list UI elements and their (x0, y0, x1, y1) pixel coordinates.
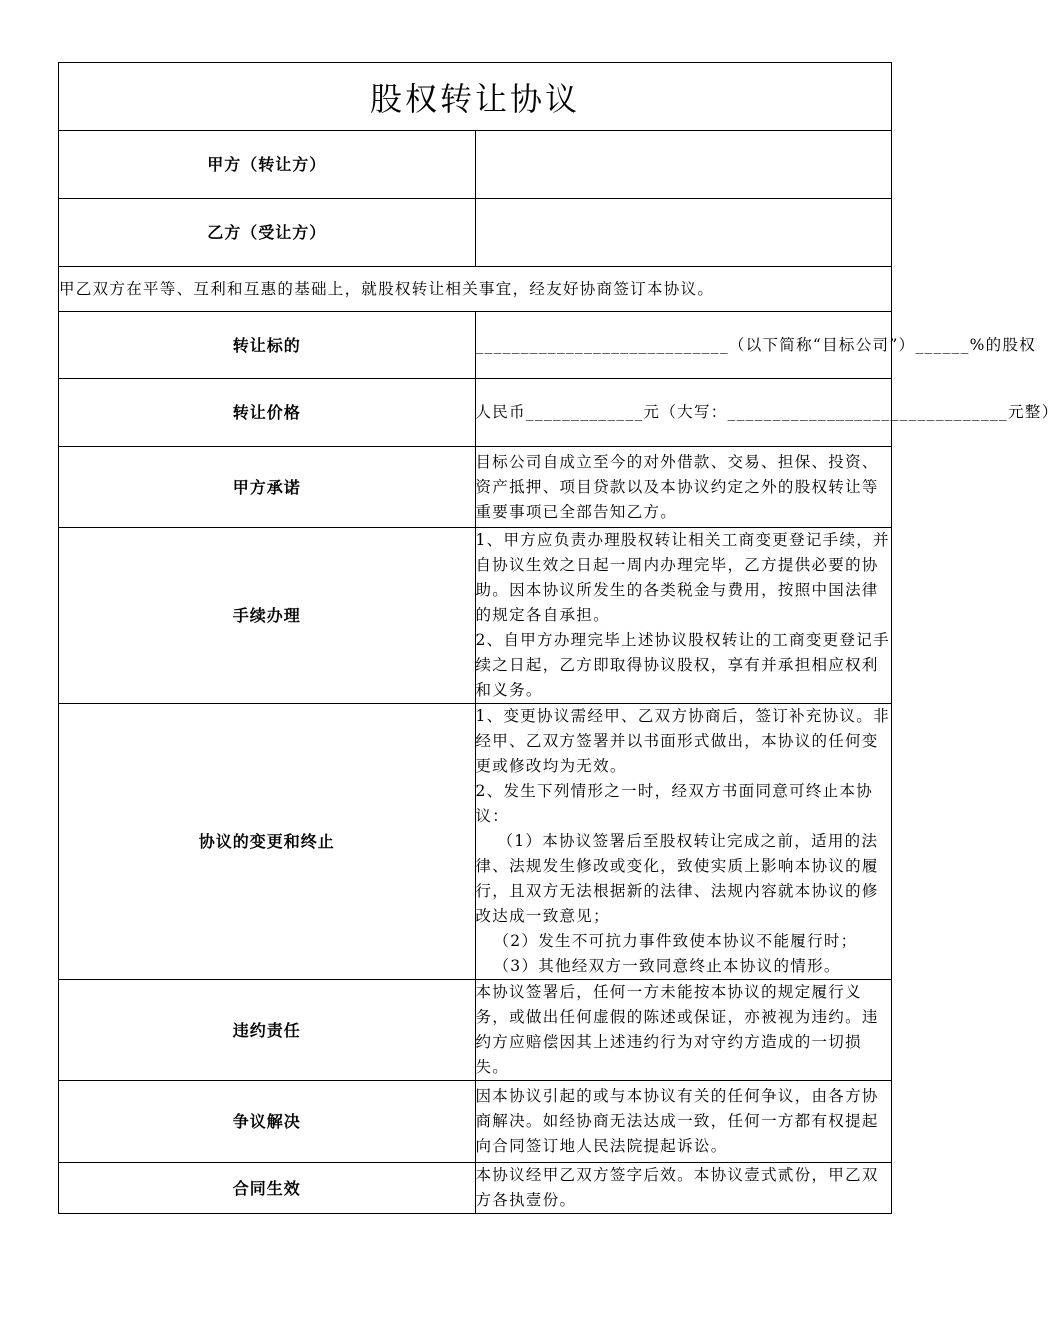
party-a-field[interactable] (475, 131, 892, 199)
change-row (59, 704, 892, 980)
dispute-label: 争议解决 (59, 1081, 476, 1163)
procedure-row (59, 528, 892, 704)
party-b-field[interactable] (475, 199, 892, 267)
breach-row (59, 980, 892, 1081)
change-clause-1: 1、变更协议需经甲、乙双方协商后，签订补充协议。非经甲、乙双方签署并以书面形式做出，本协议的任何变更或修改均为无效。 (475, 707, 890, 775)
preamble-text: 甲乙双方在平等、互利和互惠的基础上，就股权转让相关事宜，经友好协商签订本协议。 (59, 267, 892, 312)
procedure-label: 手续办理 (59, 528, 476, 704)
procedure-clause-2: 2、自甲方办理完毕上述协议股权转让的工商变更登记手续之日起，乙方即取得协议股权，享有并承担相应权利和义务。 (475, 631, 890, 699)
procedure-clause-1: 1、甲方应负责办理股权转让相关工商变更登记手续，并自协议生效之日起一周内办理完毕，乙方提供必要的协助。因本协议所发生的各类税金与费用，按照中国法律的规定各自承担。 (475, 531, 890, 624)
promise-label: 甲方承诺 (59, 447, 476, 528)
breach-text: 本协议签署后，任何一方未能按本协议的规定履行义务，或做出任何虚假的陈述或保证，亦被视为违约。违约方应赔偿因其上述违约行为对守约方造成的一切损失。 (475, 983, 879, 1076)
breach-label: 违约责任 (59, 980, 476, 1081)
change-item-3: （3）其他经双方一致同意终止本协议的情形。 (493, 957, 841, 975)
change-item-1: （1）本协议签署后至股权转让完成之前，适用的法律、法规发生修改或变化，致使实质上影响本协议的履行，且双方无法根据新的法律、法规内容就本协议的修改达成一致意见； (475, 832, 879, 925)
party-a-label: 甲方（转让方） (59, 131, 476, 199)
subject-text: ____________________________（以下简称“目标公司”）______%的股权 (475, 335, 1037, 354)
dispute-text: 因本协议引起的或与本协议有关的任何争议，由各方协商解决。如经协商无法达成一致，任何一方都有权提起向合同签订地人民法院提起诉讼。 (475, 1087, 879, 1155)
promise-row (59, 447, 892, 528)
effective-label: 合同生效 (59, 1163, 476, 1214)
party-a-row (59, 131, 892, 199)
price-label: 转让价格 (59, 379, 476, 447)
dispute-row (59, 1081, 892, 1163)
subject-label: 转让标的 (59, 312, 476, 379)
subject-row (59, 312, 892, 379)
price-row (59, 379, 892, 447)
price-text: 人民币_____________元（大写：_______________________________元整） (475, 403, 1059, 421)
preamble-row (59, 267, 892, 312)
contract-table (58, 62, 1059, 1214)
change-item-2: （2）发生不可抗力事件致使本协议不能履行时； (493, 932, 858, 950)
promise-text: 目标公司自成立至今的对外借款、交易、担保、投资、资产抵押、项目贷款以及本协议约定之外的股权转让等重要事项已全部告知乙方。 (475, 452, 879, 521)
effective-row (59, 1163, 892, 1214)
change-label: 协议的变更和终止 (59, 704, 476, 980)
party-b-row (59, 199, 892, 267)
document-title: 股权转让协议 (59, 63, 892, 131)
party-b-label: 乙方（受让方） (59, 199, 476, 267)
effective-text: 本协议经甲乙双方签字后效。本协议壹式贰份，甲乙双方各执壹份。 (475, 1166, 879, 1209)
title-row (59, 63, 892, 131)
change-clause-2: 2、发生下列情形之一时，经双方书面同意可终止本协议： (475, 782, 874, 825)
